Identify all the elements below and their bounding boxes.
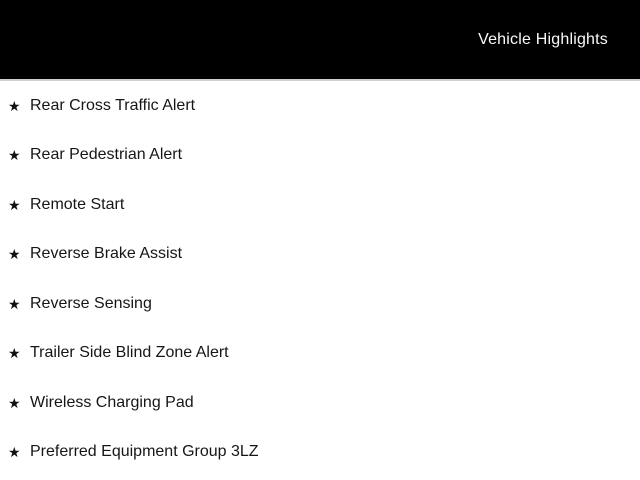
feature-list: [0, 81, 640, 477]
star-icon: ★: [8, 196, 21, 213]
feature-label: Rear Pedestrian Alert: [30, 146, 183, 164]
feature-label: Preferred Equipment Group 3LZ: [30, 443, 259, 461]
star-icon: ★: [8, 147, 21, 164]
list-item: [0, 428, 640, 478]
page-title: Vehicle Highlights: [478, 30, 608, 48]
list-item: [0, 180, 640, 230]
list-item: [0, 131, 640, 181]
feature-label: Wireless Charging Pad: [30, 393, 194, 411]
feature-label: Reverse Sensing: [30, 294, 152, 312]
star-icon: ★: [8, 394, 21, 411]
list-item: [0, 329, 640, 379]
star-icon: ★: [8, 444, 21, 461]
feature-label: Reverse Brake Assist: [30, 245, 183, 263]
star-icon: ★: [8, 246, 21, 263]
star-icon: ★: [8, 295, 21, 312]
feature-label: Trailer Side Blind Zone Alert: [30, 344, 229, 362]
feature-label: Rear Cross Traffic Alert: [30, 96, 196, 114]
star-icon: ★: [8, 97, 21, 114]
header-bar: [0, 0, 640, 81]
feature-label: Remote Start: [30, 195, 125, 213]
list-item: [0, 378, 640, 428]
list-item: [0, 81, 640, 131]
star-icon: ★: [8, 345, 21, 362]
list-item: [0, 279, 640, 329]
list-item: [0, 230, 640, 280]
